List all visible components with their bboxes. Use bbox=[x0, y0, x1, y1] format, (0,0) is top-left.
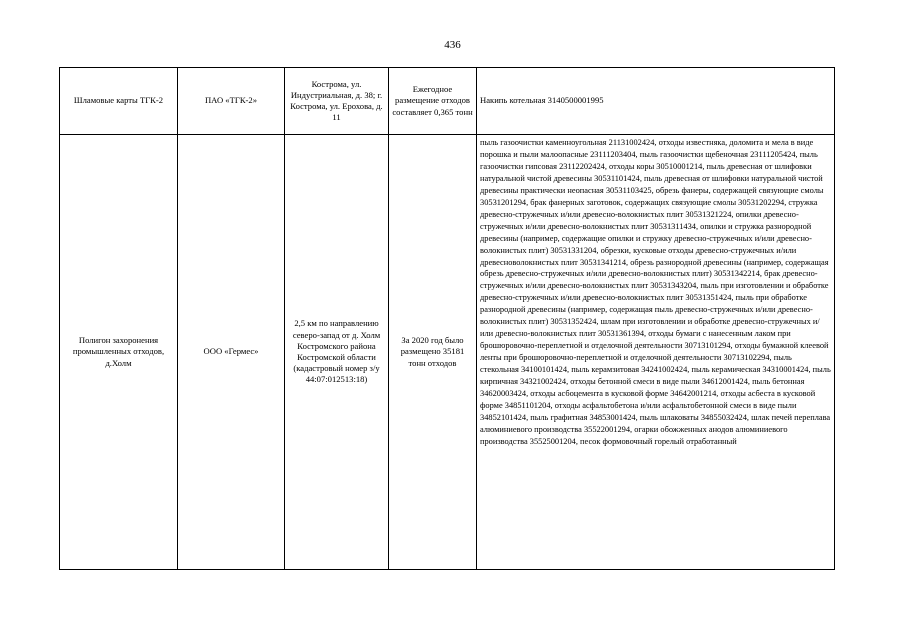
object-name-cell: Шламовые карты ТГК-2 bbox=[60, 68, 178, 135]
location-cell: 2,5 км по направлению северо-запад от д. Холм Костромского района Костромской области (кадастровый номер з/у 44:07:012513:18) bbox=[285, 135, 389, 570]
waste-types-cell bbox=[477, 135, 835, 570]
object-name-cell: Полигон захоронения промышленных отходов, д.Холм bbox=[60, 135, 178, 570]
page-number: 436 bbox=[444, 39, 461, 51]
location-cell: Кострома, ул. Индустриальная, д. 38; г. Кострома, ул. Ерохова, д. 11 bbox=[285, 68, 389, 135]
volume-cell: Ежегодное размещение отходов составляет 0,365 тонн bbox=[389, 68, 477, 135]
waste-types-cell: Накипь котельная 3140500001995 bbox=[477, 68, 835, 135]
table-row bbox=[60, 135, 835, 570]
table-row bbox=[60, 68, 835, 135]
waste-facilities-table bbox=[59, 67, 835, 570]
volume-cell: За 2020 год было размещено 35181 тонн отходов bbox=[389, 135, 477, 570]
operator-cell: ПАО «ТГК-2» bbox=[178, 68, 285, 135]
waste-types-text: пыль газоочистки каменноугольная 21131002424, отходы известняка, доломита и мела в виде порошка и пыли малоопасные 23111203404, пыль газоочистки щебеночная 23111205424, пыль газоочистки гипсовая 23112202424, отходы коры 30510001214, пыль древесная от шлифовки натуральной чистой древесины 30531101424, пыль древесная от шлифовки натуральной чистой древесины практически неопасная 30531103425, обрезь фанеры, содержащей связующие смолы 30531201294, брак фанерных заготовок, содержащих связующие смолы 30531202294, стружка древесно-стружечных и/или древесно-волокнистых плит 30531321224, опилки древесно-стружечных и/или древесно-волокнистых плит 30531311434, опилки и стружка разнородной древесины (например, содержащие опилки и стружку древесно-стружечных и/или древесно-волокнистых плит) 30531331204, обрезки, кусковые отходы древесно-стружечных и/или древесноволокнистых плит 30531341214, обрезь разнородной древесины (например, содержащая обрезь древесно-стружечных и/или древесно-волокнистых плит) 30531342214, брак древесно-стружечных и/или древесно-волокнистых плит 30531343204, пыль при изготовлении и обработке древесно-стружечных и/или древесно-волокнистых плит 30531351424, пыль при обработке разнородной древесины (например, содержащая пыль древесно-стружечных и/или древесно-волокнистых плит) 30531352424, шлам при изготовлении и обработке древесно-стружечных и/или древесно-волокнистых плит 30531361394, отходы бумаги с нанесенным лаком при брошюровочно-переплетной и отделочной деятельности 30713101294, отходы бумажной клеевой ленты при брошюровочно-переплетной и отделочной деятельности 30713102294, пыль стекольная 34100101424, пыль керамзитовая 34241002424, пыль керамическая 34310001424, пыль кирпичная 34321002424, отходы бетонной смеси в виде пыли 34612001424, пыль бетонная 34620003424, отходы асбоцемента в кусковой форме 34642001214, отходы асбеста в кусковой форме 34851101204, отходы асфальтобетона и/или асфальтобетонной смеси в виде пыли 34852101424, пыль графитная 34853001424, пыль шлаковаты 34855032424, шлак печей переплава алюминиевого производства 35522001294, огарки обожженных анодов алюминиевого производства 35525001204, песок формовочный горелый отработанный bbox=[480, 138, 831, 446]
operator-cell: ООО «Гермес» bbox=[178, 135, 285, 570]
